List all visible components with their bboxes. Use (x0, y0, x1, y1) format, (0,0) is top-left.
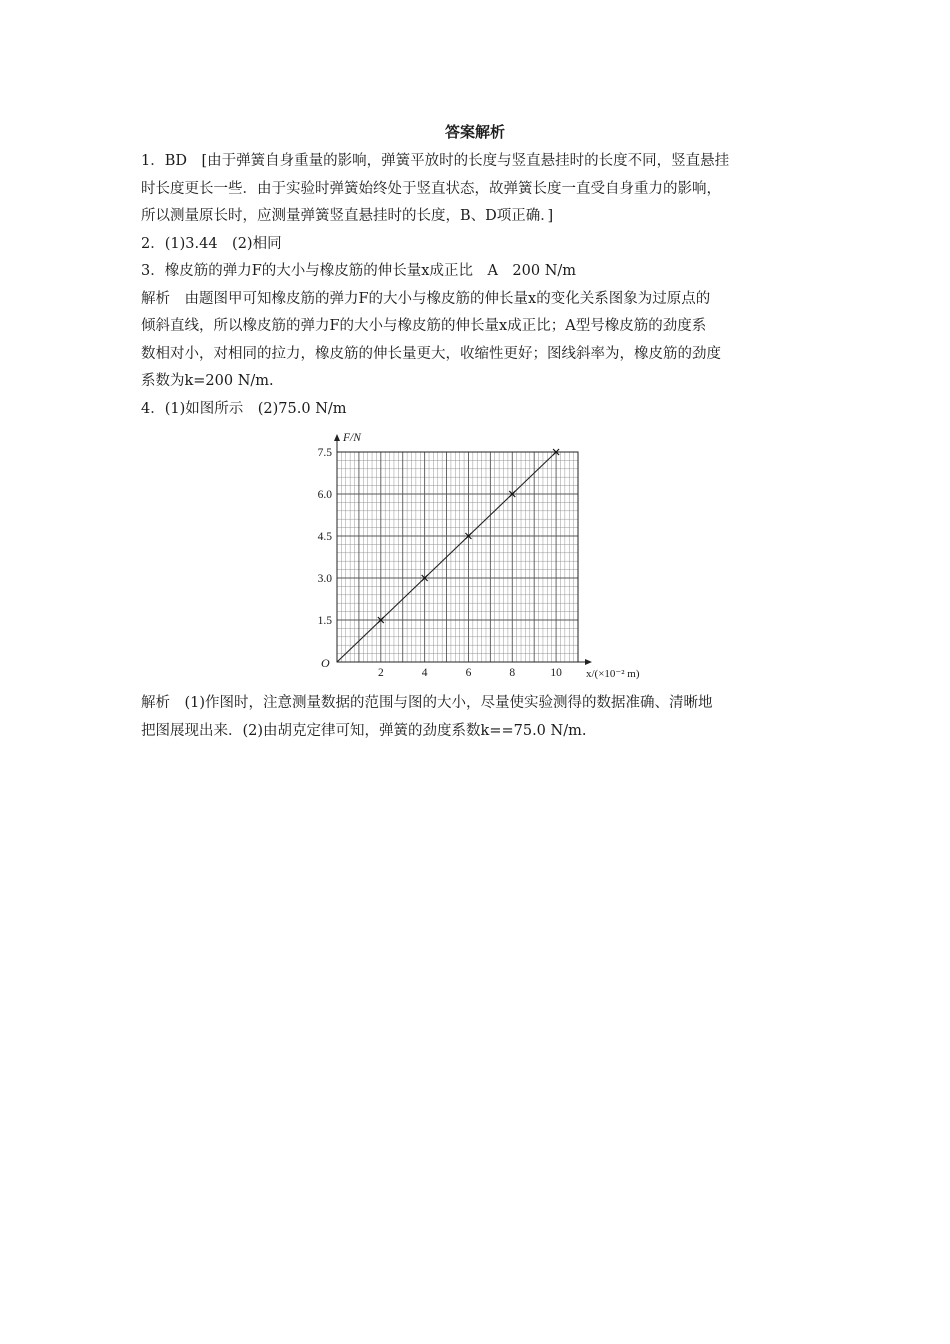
answer-line: 所以测量原长时，应测量弹簧竖直悬挂时的长度，B、D项正确．] (141, 208, 554, 224)
y-tick-label: 6.0 (317, 489, 332, 501)
y-tick-label: 3.0 (317, 573, 332, 585)
answer-line: 解析 由题图甲可知橡皮筋的弹力F的大小与橡皮筋的伸长量x的变化关系图象为过原点的 (141, 290, 711, 307)
answer-line: 数相对小，对相同的拉力，橡皮筋的伸长量更大，收缩性更好；图线斜率为，橡皮筋的劲度 (141, 345, 721, 362)
x-tick-label: 10 (550, 667, 562, 679)
answer-line: 1．BD [由于弹簧自身重量的影响，弹簧平放时的长度与竖直悬挂时的长度不同，竖直悬挂 (141, 153, 730, 169)
answer-line: 系数为k=200 N/m. (141, 373, 274, 389)
x-tick-label: 8 (509, 667, 516, 679)
x-tick-label: 2 (377, 667, 384, 679)
answer-line: 倾斜直线，所以橡皮筋的弹力F的大小与橡皮筋的伸长量x成正比；A型号橡皮筋的劲度系 (141, 318, 707, 334)
answer-line: 时长度更长一些．由于实验时弹簧始终处于竖直状态，故弹簧长度一直受自身重力的影响， (141, 180, 721, 197)
analysis-line: 把图展现出来．(2)由胡克定律可知，弹簧的劲度系数k==75.0 N/m. (141, 722, 587, 739)
grid-minor (337, 452, 578, 662)
force-extension-chart (295, 426, 675, 688)
analysis-content (141, 690, 809, 745)
y-tick-labels (318, 447, 333, 627)
x-tick-label: 6 (465, 667, 472, 679)
analysis-line: 解析 (1)作图时，注意测量数据的范围与图的大小，尽量使实验测得的数据准确、清晰地 (141, 695, 713, 711)
x-axis-label: x/(×10⁻² m) (586, 668, 640, 680)
plot-frame (337, 452, 578, 662)
x-axis-arrow (585, 659, 592, 665)
answer-line: 3．橡皮筋的弹力F的大小与橡皮筋的伸长量x成正比 A 200 N/m (141, 263, 577, 279)
x-tick-label: 4 (421, 667, 428, 679)
y-tick-label: 1.5 (317, 615, 332, 627)
y-axis-arrow (334, 434, 340, 441)
page-title: 答案解析 (444, 123, 505, 141)
x-tick-labels (378, 667, 562, 679)
answer-line: 4．(1)如图所示 (2)75.0 N/m (141, 400, 347, 417)
answer-line: 2．(1)3.44 (2)相同 (141, 235, 282, 252)
y-tick-label: 7.5 (317, 447, 332, 459)
y-axis-label: F/N (343, 432, 361, 444)
answer-content (141, 148, 809, 423)
grid-major (337, 452, 578, 662)
y-tick-label: 4.5 (317, 531, 332, 543)
origin-label: O (321, 656, 330, 670)
